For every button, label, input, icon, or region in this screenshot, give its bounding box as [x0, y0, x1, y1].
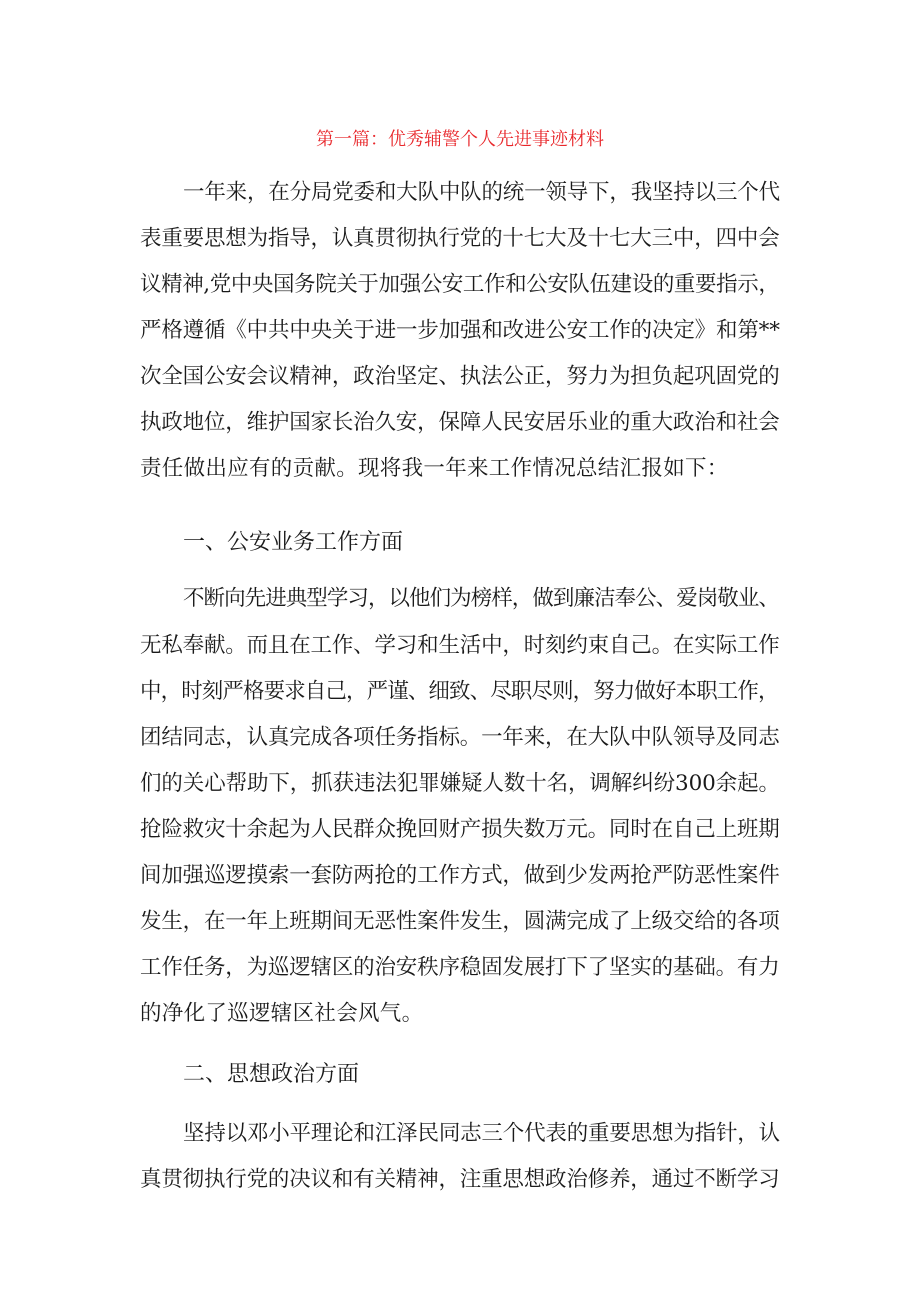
intro-line-6: 执政地位，维护国家长治久安，保障人民安居乐业的重大政治和社会: [140, 410, 780, 435]
section1-line-1: 不断向先进典型学习，以他们为榜样，做到廉洁奉公、爱岗敬业、: [183, 586, 779, 611]
intro-line-5: 次全国公安会议精神，政治坚定、执法公正，努力为担负起巩固党的: [140, 364, 780, 389]
section1-line-8: 发生，在一年上班期间无恶性案件发生，圆满完成了上级交给的各项: [140, 909, 780, 934]
section1-heading: 一、公安业务工作方面: [183, 530, 404, 555]
section1-line-4: 团结同志，认真完成各项任务指标。一年来，在大队中队领导及同志: [140, 725, 780, 750]
intro-line-3: 议精神,党中央国务院关于加强公安工作和公安队伍建设的重要指示，: [140, 272, 780, 297]
section1-line-3: 中，时刻严格要求自己，严谨、细致、尽职尽则，努力做好本职工作，: [140, 679, 779, 704]
section1-line-5: 们的关心帮助下，抓获违法犯罪嫌疑人数十名，调解纠纷300余起。: [140, 771, 780, 796]
section1-line-10: 的净化了巡逻辖区社会风气。: [140, 1001, 424, 1026]
intro-line-2: 表重要思想为指导，认真贯彻执行党的十七大及十七大三中，四中会: [140, 226, 780, 251]
section2-heading: 二、思想政治方面: [183, 1062, 360, 1087]
section1-line-6: 抢险救灾十余起为人民群众挽回财产损失数万元。同时在自己上班期: [140, 817, 780, 842]
document-title: 第一篇：优秀辅警个人先进事迹材料: [316, 129, 604, 150]
section1-line-2: 无私奉献。而且在工作、学习和生活中，时刻约束自己。在实际工作: [140, 633, 780, 658]
intro-line-7: 责任做出应有的贡献。现将我一年来工作情况总结汇报如下：: [140, 456, 729, 481]
intro-line-4: 严格遵循《中共中央关于进一步加强和改进公安工作的决定》和第**: [140, 318, 780, 343]
section2-line-1: 坚持以邓小平理论和江泽民同志三个代表的重要思想为指针，认: [183, 1121, 780, 1146]
section2-line-2: 真贯彻执行党的决议和有关精神，注重思想政治修养，通过不断学习: [140, 1167, 780, 1192]
intro-line-1: 一年来，在分局党委和大队中队的统一领导下，我坚持以三个代: [183, 180, 780, 205]
section1-line-7: 间加强巡逻摸索一套防两抢的工作方式，做到少发两抢严防恶性案件: [140, 863, 780, 888]
section1-line-9: 工作任务，为巡逻辖区的治安秩序稳固发展打下了坚实的基础。有力: [140, 955, 780, 980]
